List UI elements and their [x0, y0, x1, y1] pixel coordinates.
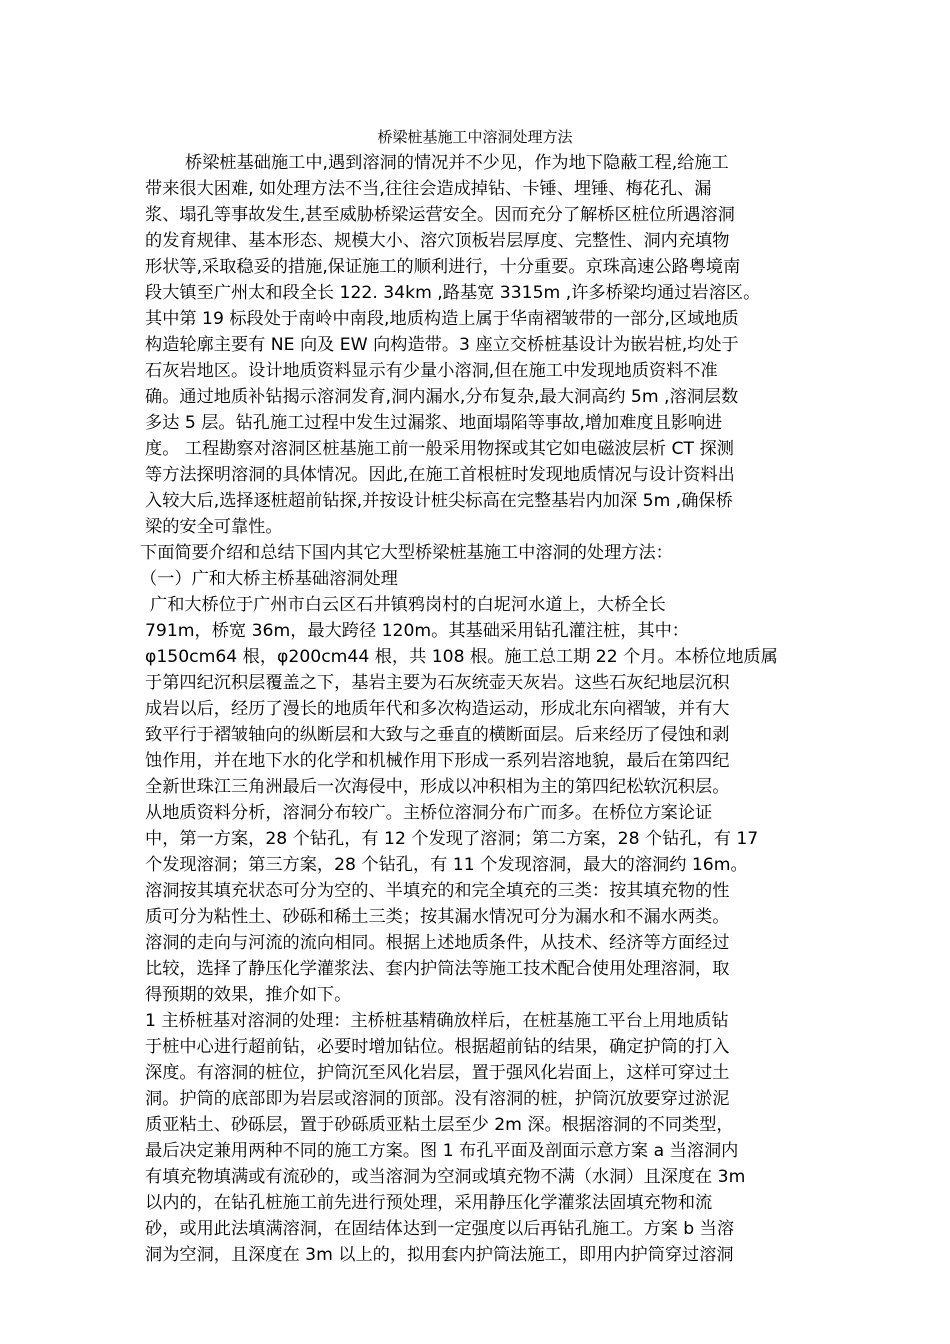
paragraph-line: 构造轮廓主要有 NE 向及 EW 向构造带。3 座立交桥桩基设计为嵌岩桩,均处于: [145, 335, 739, 355]
section-heading: （一）广和大桥主桥基础溶洞处理: [140, 569, 398, 589]
paragraph-line: 致平行于褶皱轴向的纵断层和大致与之垂直的横断面层。后来经历了侵蚀和剥: [145, 725, 730, 745]
paragraph-line: 带来很大困难, 如处理方法不当,往往会造成掉钻、卡锤、埋锤、梅花孔、漏: [145, 179, 712, 199]
paragraph-line: 791m，桥宽 36m，最大跨径 120m。其基础采用钻孔灌注桩，其中：: [145, 621, 689, 641]
paragraph-line: 下面简要介绍和总结下国内其它大型桥梁桩基施工中溶洞的处理方法：: [140, 543, 673, 563]
paragraph-line: 的发育规律、基本形态、规模大小、溶穴顶板岩层厚度、完整性、洞内充填物: [145, 231, 730, 251]
paragraph-line: 形状等,采取稳妥的措施,保证施工的顺利进行，十分重要。京珠高速公路粤境南: [145, 257, 741, 277]
paragraph-line: 1 主桥桩基对溶洞的处理：主桥桩基精确放样后，在桩基施工平台上用地质钻: [145, 1011, 729, 1031]
paragraph-line: 全新世珠江三角洲最后一次海侵中，形成以冲积相为主的第四纪松软沉积层。: [145, 777, 730, 797]
paragraph-line: 段大镇至广州太和段全长 122. 34km ,路基宽 3315m ,许多桥梁均通过岩溶区。: [145, 283, 761, 303]
paragraph-line: 梁的安全可靠性。: [145, 517, 283, 537]
paragraph-line: φ150cm64 根，φ200cm44 根，共 108 根。施工总工期 22 个月。本桥位地质属: [145, 647, 778, 667]
paragraph-line: 蚀作用，并在地下水的化学和机械作用下形成一系列岩溶地貌，最后在第四纪: [145, 751, 730, 771]
paragraph-line: 个发现溶洞；第三方案，28 个钻孔，有 11 个发现溶洞，最大的溶洞约 16m。: [145, 855, 748, 875]
paragraph-line: 多达 5 层。钻孔施工过程中发生过漏浆、地面塌陷等事故,增加难度且影响进: [145, 413, 723, 433]
paragraph-line: 比较，选择了静压化学灌浆法、套内护筒法等施工技术配合使用处理溶洞，取: [145, 959, 730, 979]
paragraph-line: 广和大桥位于广州市白云区石井镇鸦岗村的白坭河水道上，大桥全长: [150, 595, 666, 615]
paragraph-line: 从地质资料分析，溶洞分布较广。主桥位溶洞分布广而多。在桥位方案论证: [145, 803, 713, 823]
paragraph-line: 确。通过地质补钻揭示溶洞发育,洞内漏水,分布复杂,最大洞高约 5m ,溶洞层数: [145, 387, 739, 407]
paragraph-line: 石灰岩地区。设计地质资料显示有少量小溶洞,但在施工中发现地质资料不准: [145, 361, 718, 381]
paragraph-line: 中，第一方案，28 个钻孔，有 12 个发现了溶洞；第二方案，28 个钻孔，有 17: [145, 829, 759, 849]
paragraph-line: 成岩以后，经历了漫长的地质年代和多次构造运动，形成北东向褶皱，并有大: [145, 699, 730, 719]
paragraph-line: 质亚粘土、砂砾层，置于砂砾质亚粘土层至少 2m 深。根据溶洞的不同类型，: [145, 1115, 734, 1135]
paragraph-line: 最后决定兼用两种不同的施工方案。图 1 布孔平面及剖面示意方案 a 当溶洞内: [145, 1141, 739, 1161]
paragraph-line: 溶洞的走向与河流的流向相同。根据上述地质条件，从技术、经济等方面经过: [145, 933, 730, 953]
paragraph-line: 度。 工程勘察对溶洞区桩基施工前一般采用物探或其它如电磁波层析 CT 探测: [145, 439, 734, 459]
paragraph-line: 砂，或用此法填满溶洞，在固结体达到一定强度以后再钻孔施工。方案 b 当溶: [145, 1219, 735, 1239]
paragraph-line: 桥梁桩基础施工中,遇到溶洞的情况并不少见，作为地下隐蔽工程,给施工: [185, 153, 729, 173]
paragraph-line: 深度。有溶洞的桩位，护筒沉至风化岩层，置于强风化岩面上，这样可穿过土: [145, 1063, 730, 1083]
paragraph-line: 溶洞按其填充状态可分为空的、半填充的和完全填充的三类：按其填充物的性: [145, 881, 730, 901]
paragraph-line: 等方法探明溶洞的具体情况。因此,在施工首根桩时发现地质情况与设计资料出: [145, 465, 735, 485]
paragraph-line: 于第四纪沉积层覆盖之下，基岩主要为石灰统壶天灰岩。这些石灰纪地层沉积: [145, 673, 730, 693]
paragraph-line: 质可分为粘性土、砂砾和稀土三类；按其漏水情况可分为漏水和不漏水两类。: [145, 907, 730, 927]
paragraph-line: 其中第 19 标段处于南岭中南段,地质构造上属于华南褶皱带的一部分,区域地质: [145, 309, 739, 329]
paragraph-line: 有填充物填满或有流砂的，或当溶洞为空洞或填充物不满（水洞）且深度在 3m: [145, 1167, 746, 1187]
paragraph-line: 洞。护筒的底部即为岩层或溶洞的顶部。没有溶洞的桩，护筒沉放要穿过淤泥: [145, 1089, 730, 1109]
paragraph-line: 洞为空洞，且深度在 3m 以上的，拟用套内护筒法施工，即用内护筒穿过溶洞: [145, 1245, 734, 1265]
paragraph-line: 得预期的效果，推介如下。: [145, 985, 352, 1005]
paragraph-line: 浆、塌孔等事故发生,甚至威胁桥梁运营安全。因而充分了解桥区桩位所遇溶洞: [145, 205, 735, 225]
document-title: 桥梁桩基施工中溶洞处理方法: [377, 128, 573, 146]
paragraph-line: 以内的，在钻孔桩施工前先进行预处理，采用静压化学灌浆法固填充物和流: [145, 1193, 713, 1213]
paragraph-line: 于桩中心进行超前钻，必要时增加钻位。根据超前钻的结果，确定护筒的打入: [145, 1037, 730, 1057]
paragraph-line: 入较大后,选择逐桩超前钻探,并按设计桩尖标高在完整基岩内加深 5m ,确保桥: [145, 491, 733, 511]
